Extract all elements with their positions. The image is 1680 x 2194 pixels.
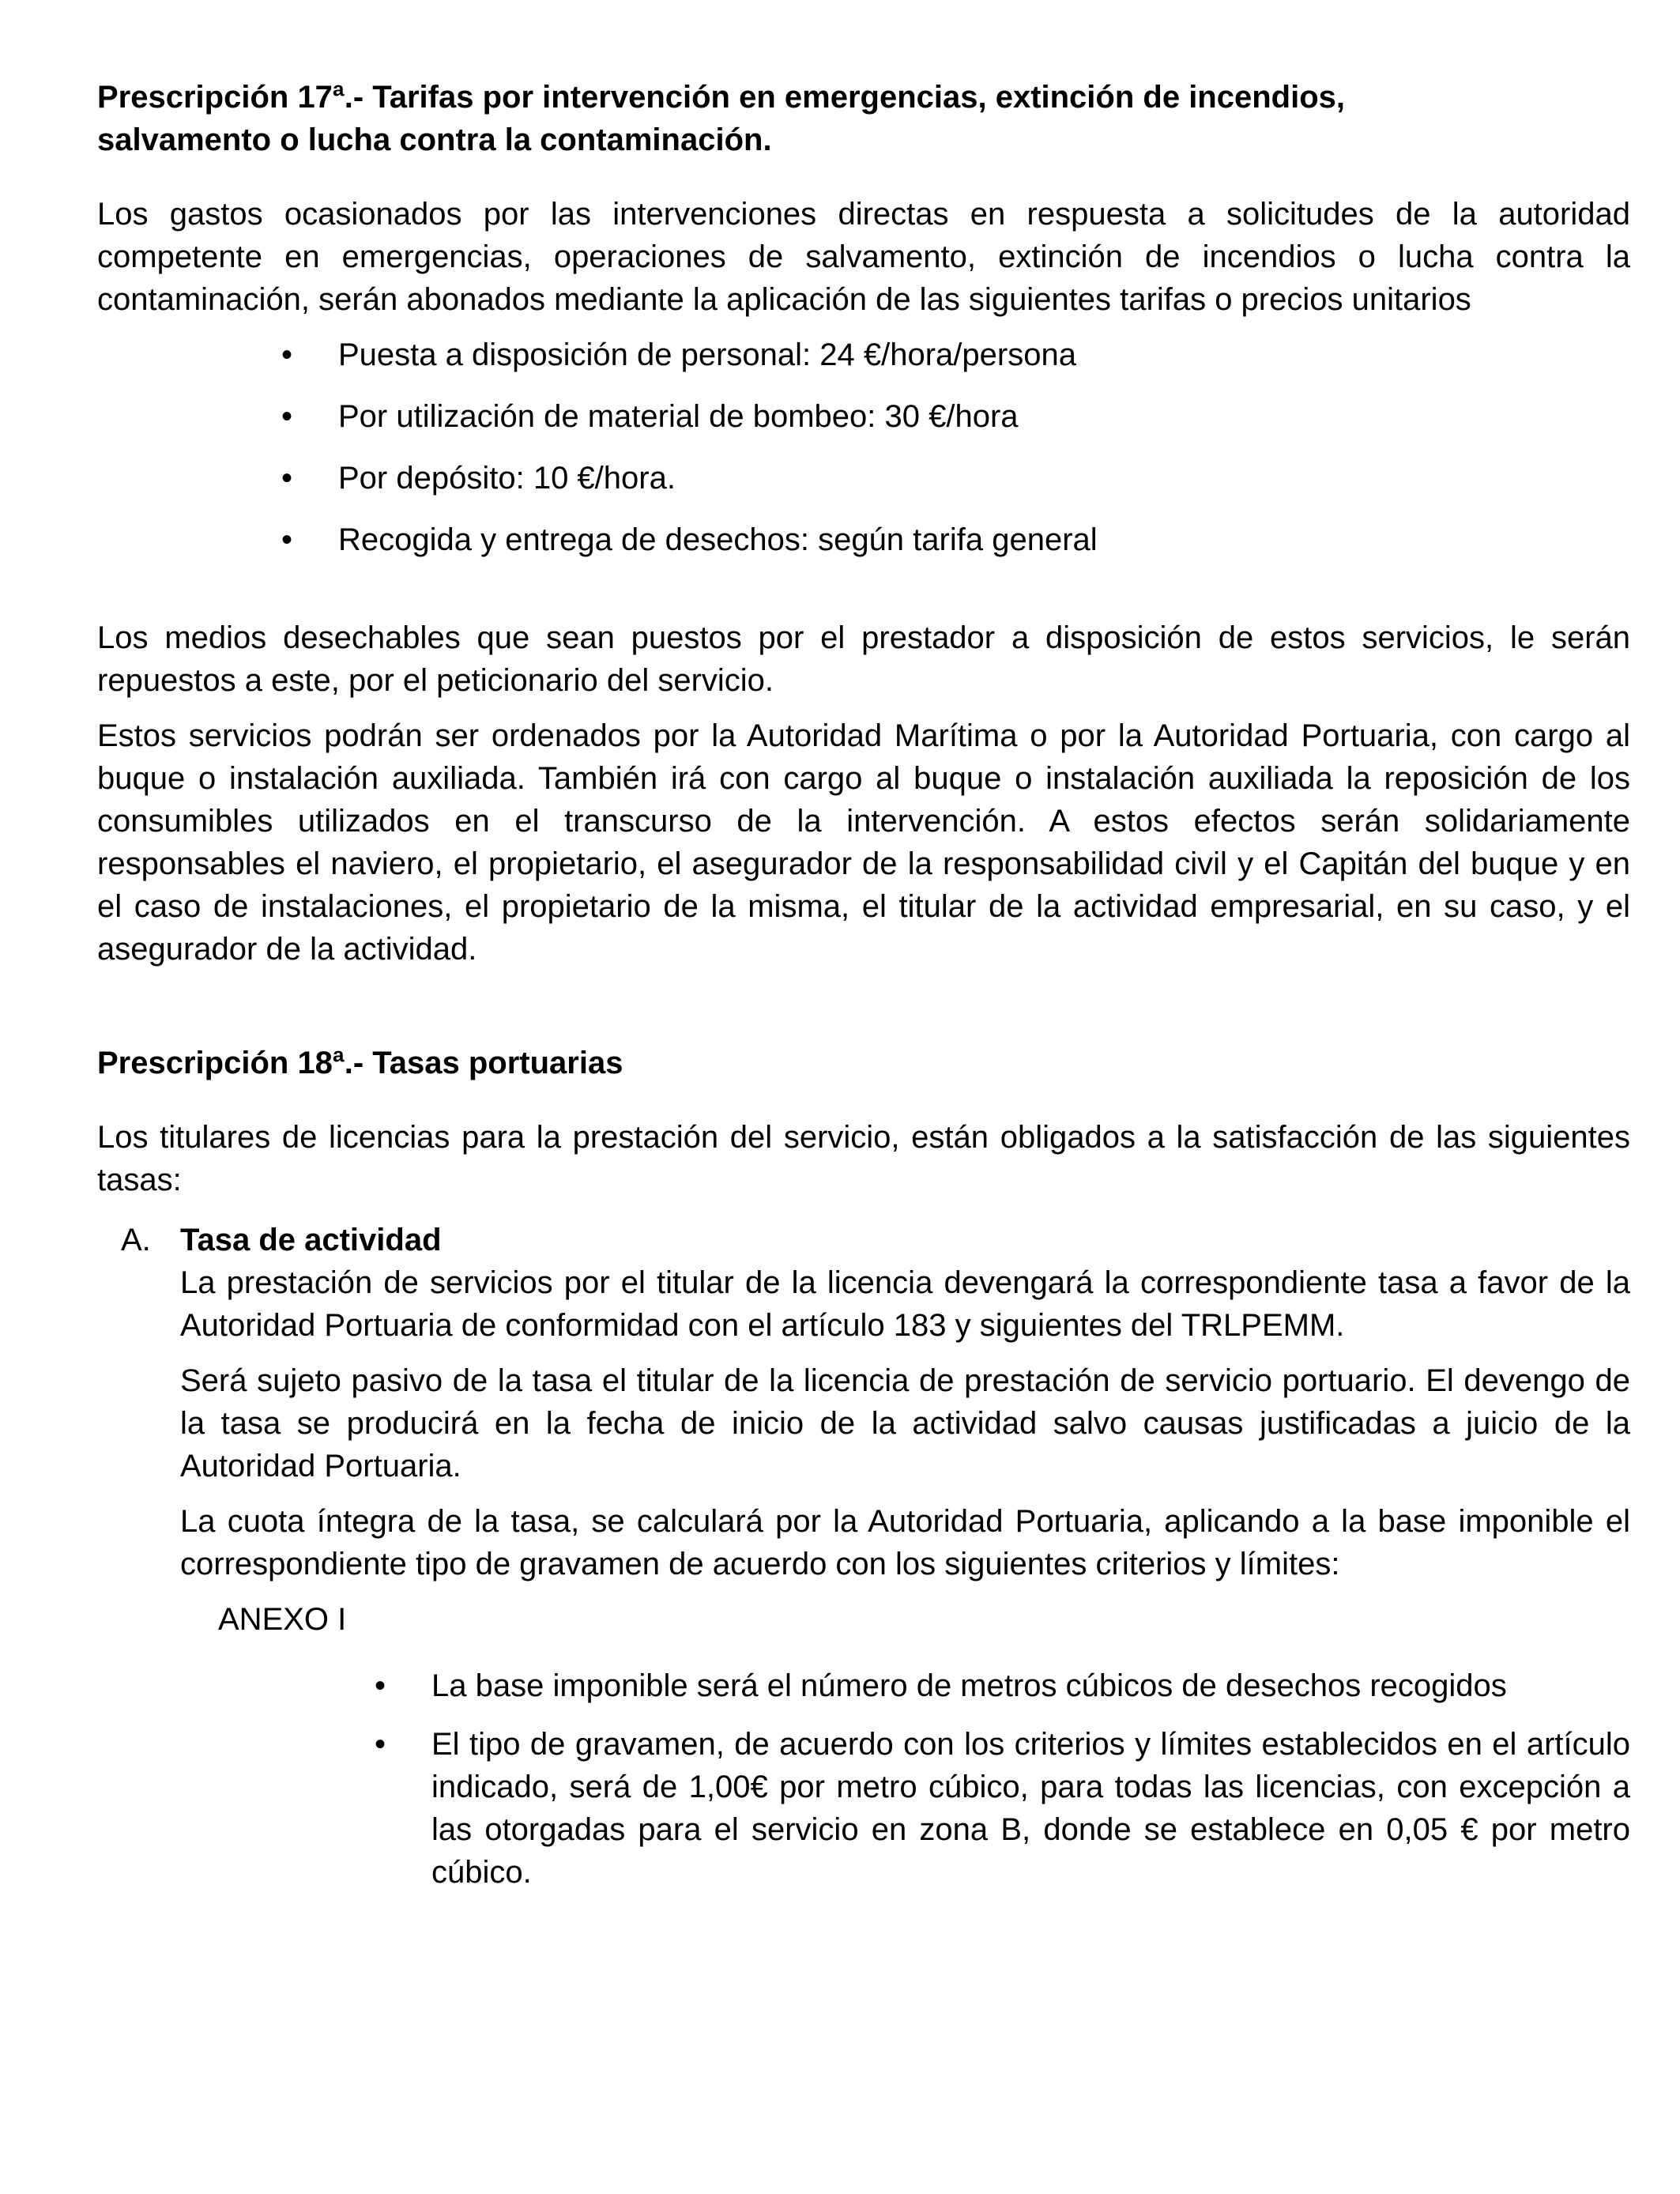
list-item-text: El tipo de gravamen, de acuerdo con los criterios y límites establecidos en el artículo indicado, será de 1,00€ por metro cúbico, para todas las licencias, con excepción a las otorgadas para el servicio en zona B, donde se establece en 0,05 € por metro cúbico. [431,1727,1630,1890]
list-item-text: Por utilización de material de bombeo: 30 €/hora [338,399,1019,434]
annex-list [97,1664,1630,1894]
list-item [281,518,1630,561]
prescription-18-intro: Los titulares de licencias para la prestación del servicio, están obligados a la satisfacción de las siguientes tasas: [97,1120,1630,1197]
bullet-icon: • [281,337,293,372]
prescription-17-para2: Los medios desechables que sean puestos por el prestador a disposición de estos servicios, le serán repuestos a este, por el peticionario del servicio. [97,620,1630,698]
list-item-text: Recogida y entrega de desechos: según tarifa general [338,522,1098,557]
list-item-text: Por depósito: 10 €/hora. [338,461,676,496]
bullet-icon: • [281,522,293,557]
prescription-17-title-line2: salvamento o lucha contra la contaminación. [97,123,772,157]
list-item-text: La base imponible será el número de metros cúbicos de desechos recogidos [431,1668,1507,1703]
prescription-17-title [97,76,1630,161]
list-item [375,1664,1630,1707]
section-a [97,1219,1630,1641]
bullet-icon: • [375,1668,386,1703]
section-a-heading [121,1219,1630,1261]
prescription-17-intro: Los gastos ocasionados por las intervenciones directas en respuesta a solicitudes de la autoridad competente en emergencias, operaciones de salvamento, extinción de incendios o lucha contra la contaminación, serán abonados mediante la aplicación de las siguientes tarifas o precios unitarios [97,197,1630,317]
document-page [97,76,1630,1909]
bullet-icon: • [281,399,293,434]
bullet-icon: • [375,1727,386,1762]
list-item [281,395,1630,438]
section-a-marker: A. [121,1223,151,1257]
section-a-para3: La cuota íntegra de la tasa, se calculará por la Autoridad Portuaria, aplicando a la base imponible el correspondiente tipo de gravamen de acuerdo con los siguientes criterios y límites: [180,1504,1630,1581]
list-item [281,334,1630,376]
prescription-17-para3: Estos servicios podrán ser ordenados por la Autoridad Marítima o por la Autoridad Portuaria, con cargo al buque o instalación auxiliada. También irá con cargo al buque o instalación auxiliada la reposición de los consumibles utilizados en el transcurso de la intervención. A estos efectos serán solidariamente responsables el naviero, el propietario, el asegurador de la responsabilidad civil y el Capitán del buque y en el caso de instalaciones, el propietario de la misma, el titular de la actividad empresarial, en su caso, y el asegurador de la actividad. [97,718,1630,967]
annex-label: ANEXO I [218,1602,347,1637]
section-a-title: Tasa de actividad [180,1223,442,1257]
section-a-para2: Será sujeto pasivo de la tasa el titular de la licencia de prestación de servicio portuario. El devengo de la tasa se producirá en la fecha de inicio de la actividad salvo causas justificadas a juicio de la Autoridad Portuaria. [180,1363,1630,1483]
tariff-list [97,334,1630,561]
list-item [375,1723,1630,1894]
prescription-18-title: Prescripción 18ª.- Tasas portuarias [97,1046,623,1080]
list-item [281,457,1630,499]
list-item-text: Puesta a disposición de personal: 24 €/hora/persona [338,337,1076,372]
section-a-para1: La prestación de servicios por el titular de la licencia devengará la correspondiente tasa a favor de la Autoridad Portuaria de conformidad con el artículo 183 y siguientes del TRLPEMM. [180,1265,1630,1343]
prescription-17-title-line1: Prescripción 17ª.- Tarifas por intervención en emergencias, extinción de incendios, [97,80,1346,115]
bullet-icon: • [281,461,293,496]
